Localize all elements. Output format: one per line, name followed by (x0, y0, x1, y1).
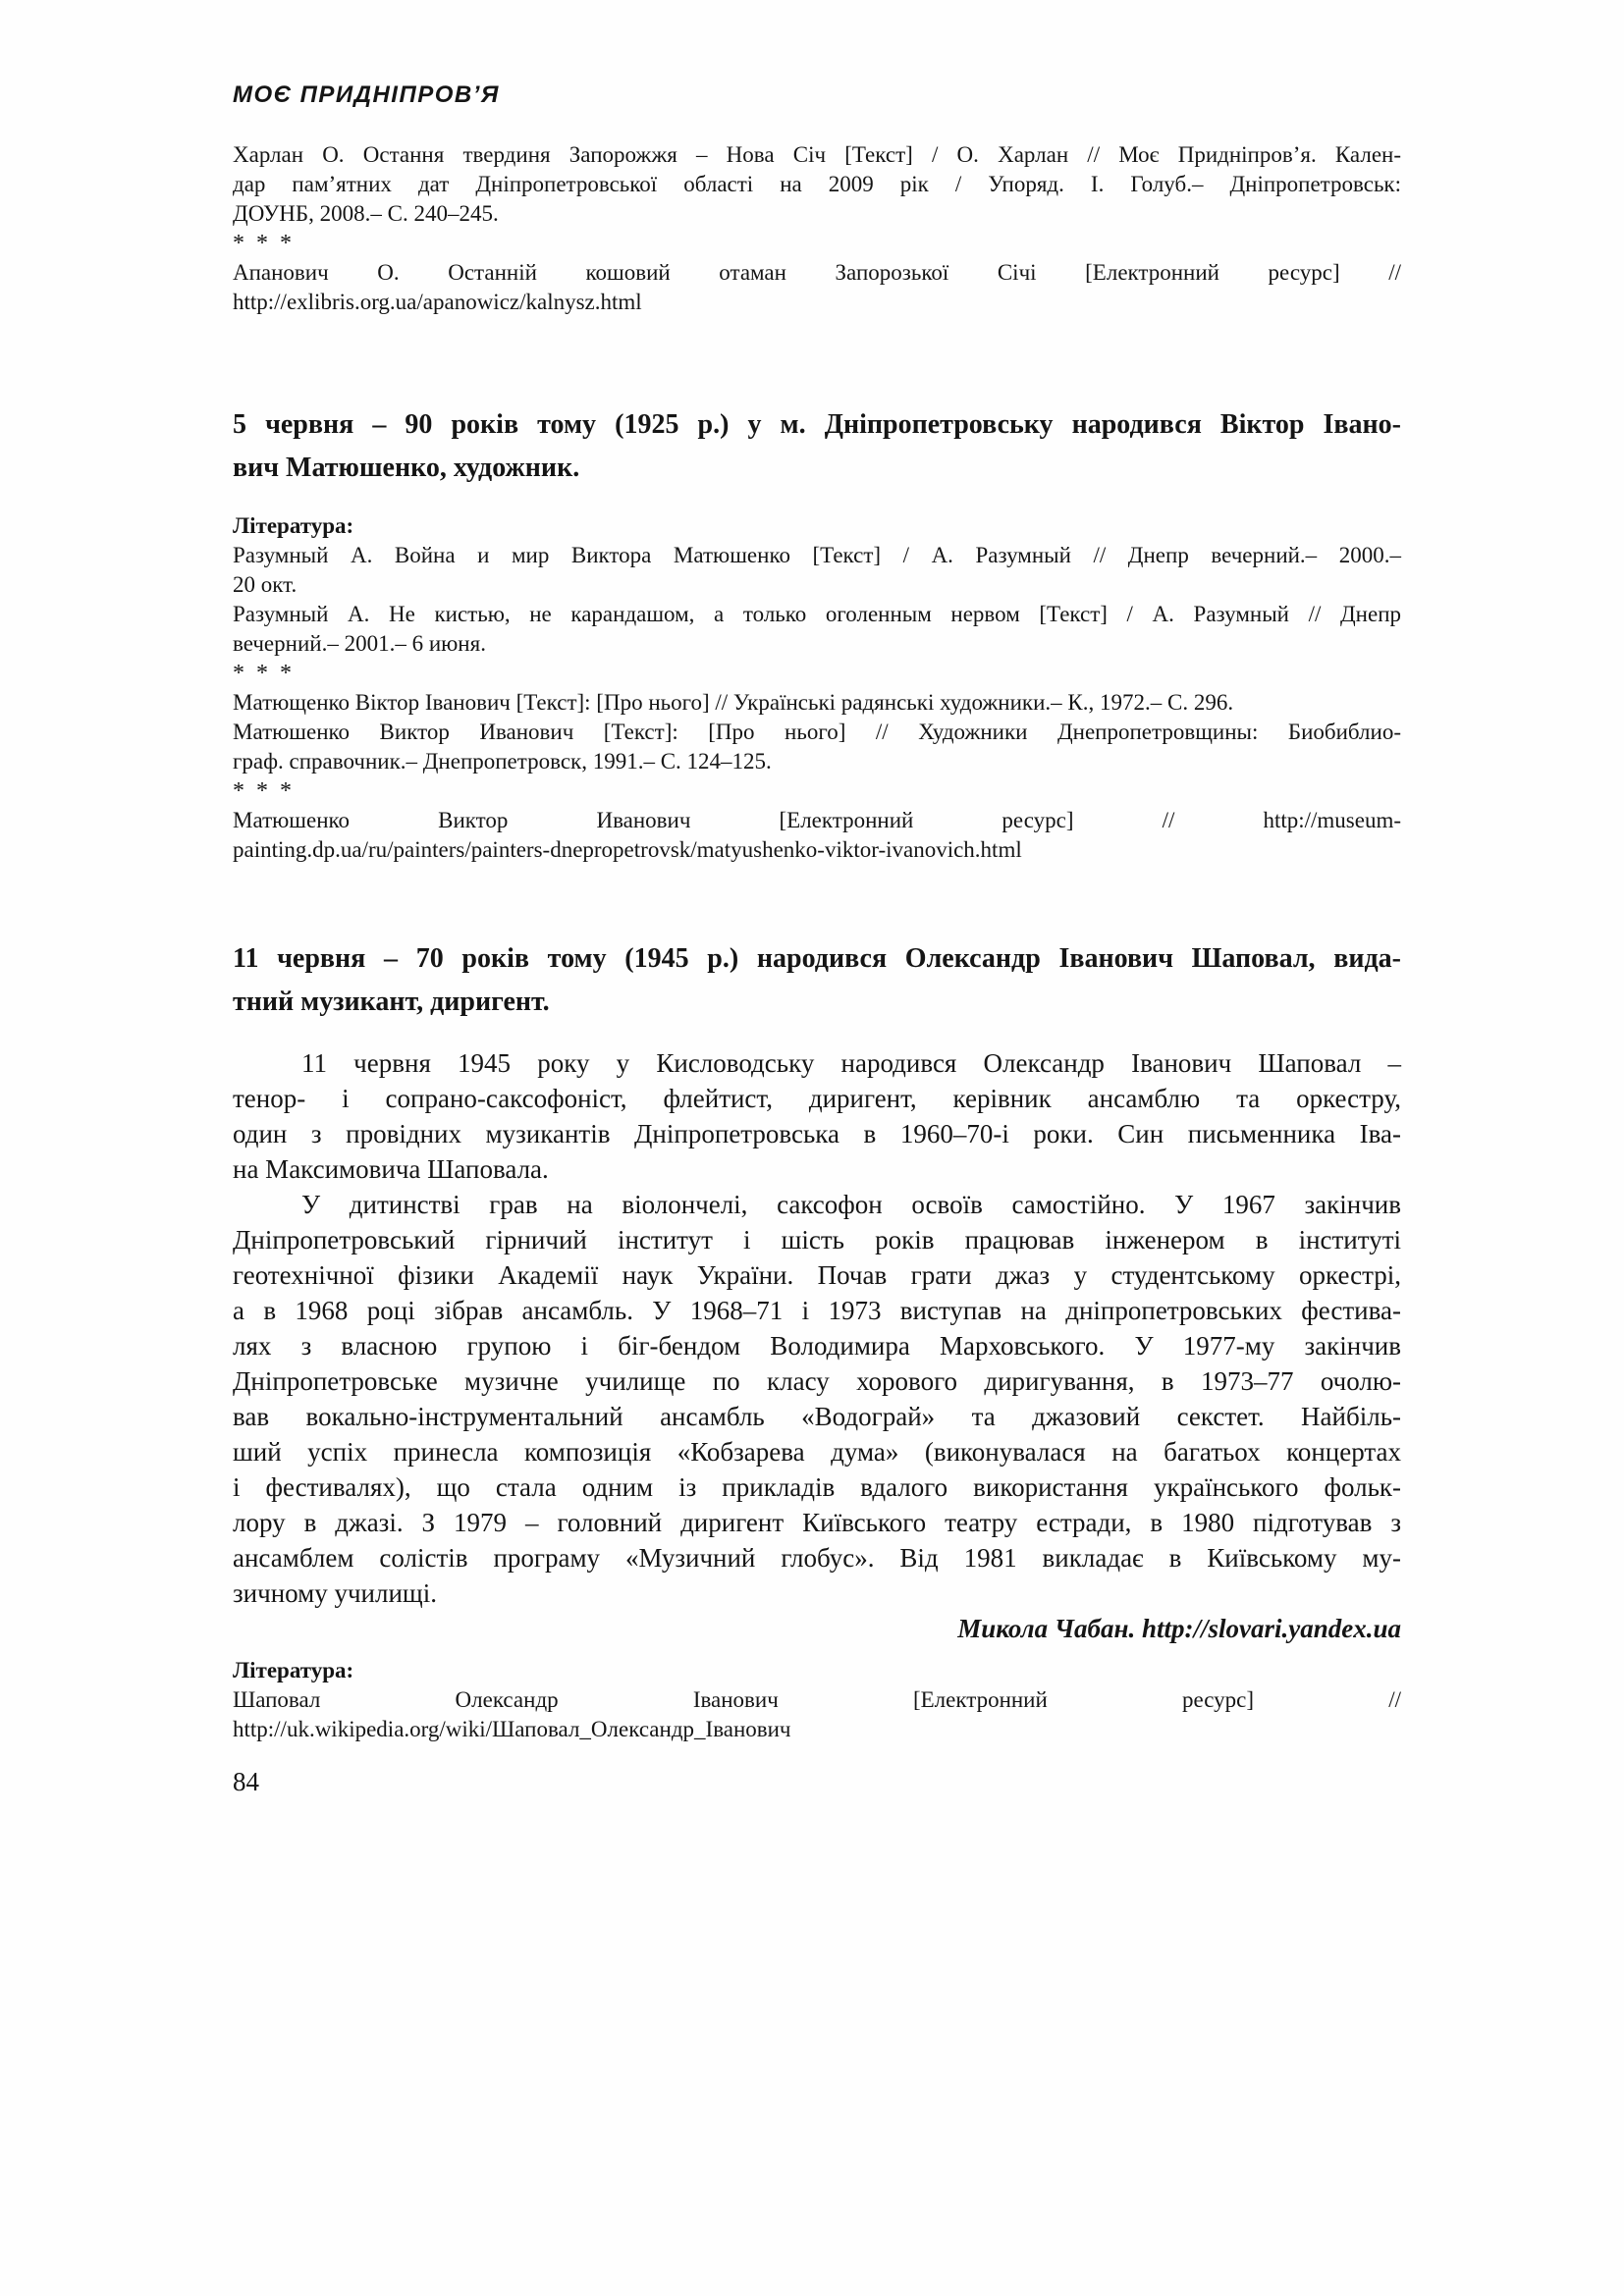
text-line: Матюшенко Виктор Иванович [Текст]: [Про нього] // Художники Днепропетровщины: Биобиблио- (233, 720, 1401, 744)
text-line: дар пам’ятних дат Дніпропетровської області на 2009 рік / Упоряд. І. Голуб.– Дніпропетровськ: (233, 172, 1401, 196)
text-line: лях з власною групою і біг-бендом Володимира Марховського. У 1977-му закінчив (233, 1331, 1401, 1361)
text-line: тний музикант, диригент. (233, 987, 550, 1017)
bibliography-entry-kharlan (233, 140, 1401, 229)
text-line: вав вокально-інструментальний ансамбль «Водограй» та джазовий секстет. Найбіль- (233, 1402, 1401, 1431)
asterisk-separator: * * * (233, 231, 295, 256)
literature-label: Література: (233, 1658, 354, 1682)
body-paragraph-2 (233, 1187, 1401, 1611)
section-heading-matyushenko (233, 403, 1401, 490)
text-line: Дніпропетровське музичне училище по класу хорового диригування, в 1973–77 очолю- (233, 1366, 1401, 1396)
text-line: а в 1968 році зібрав ансамбль. У 1968–71 і 1973 виступав на дніпропетровських фестива- (233, 1296, 1401, 1325)
text-line: У дитинстві грав на віолончелі, саксофон освоїв самостійно. У 1967 закінчив (301, 1190, 1401, 1219)
text-line: тенор- і сопрано-саксофоніст, флейтист, диригент, керівник ансамблю та оркестру, (233, 1084, 1401, 1113)
text-line: painting.dp.ua/ru/painters/painters-dnepropetrovsk/matyushenko-viktor-ivanovich.html (233, 837, 1022, 862)
text-line: Матюшенко Виктор Иванович [Електронний ресурс] // http://museum- (233, 808, 1401, 832)
section-heading-shapoval (233, 937, 1401, 1024)
text-line: і фестивалях), що стала одним із прикладів вдалого використання українського фольк- (233, 1472, 1401, 1502)
text-line: Разумный А. Не кистью, не карандашом, а только оголенным нервом [Текст] / А. Разумный // Днепр (233, 602, 1401, 626)
literature-entry-electronic-matyushenko (233, 806, 1401, 865)
text-line: геотехнічної фізики Академії наук України. Почав грати джаз у студентському оркестрі, (233, 1260, 1401, 1290)
text-line: http://uk.wikipedia.org/wiki/Шаповал_Олександр_Іванович (233, 1717, 791, 1741)
text-line: граф. справочник.– Днепропетровск, 1991.– С. 124–125. (233, 749, 772, 774)
text-line: Шаповал Олександр Іванович [Електронний ресурс] // (233, 1687, 1401, 1712)
text-column (233, 80, 1401, 1744)
text-line: ансамблем солістів програму «Музичний глобус». Від 1981 викладає в Київському му- (233, 1543, 1401, 1573)
text-line: лору в джазі. З 1979 – головний диригент Київського театру естради, в 1980 підготував з (233, 1508, 1401, 1537)
text-line: Дніпропетровський гірничий інститут і шість років працював інженером в інституті (233, 1225, 1401, 1255)
text-line: ДОУНБ, 2008.– С. 240–245. (233, 201, 499, 226)
author-signature: Микола Чабан. http://slovari.yandex.ua (957, 1614, 1401, 1643)
text-line: один з провідних музикантів Дніпропетровська в 1960–70-і роки. Син письменника Іва- (233, 1119, 1401, 1148)
text-line: Матющенко Віктор Іванович [Текст]: [Про нього] // Українські радянські художники.– К., 1972.– С. 296. (233, 690, 1234, 715)
text-line: 20 окт. (233, 572, 298, 597)
asterisk-separator: * * * (233, 661, 295, 686)
body-paragraph-1 (233, 1045, 1401, 1187)
text-line: зичному училищі. (233, 1578, 437, 1608)
text-line: на Максимовича Шаповала. (233, 1154, 549, 1184)
literature-entry-razumny-1 (233, 541, 1401, 600)
page-number: 84 (233, 1767, 259, 1796)
running-header: МОЄ ПРИДНІПРОВ’Я (233, 81, 500, 108)
literature-entry-wikipedia-shapoval (233, 1685, 1401, 1744)
text-line: Апанович О. Останній кошовий отаман Запорозької Січі [Електронний ресурс] // (233, 260, 1401, 285)
text-line: Разумный А. Война и мир Виктора Матюшенко [Текст] / А. Разумный // Днепр вечерний.– 2000.– (233, 543, 1401, 567)
literature-entry-khudozhnyky-dnepr (233, 718, 1401, 776)
text-line: http://exlibris.org.ua/apanowicz/kalnysz.html (233, 290, 642, 314)
text-line: 11 червня 1945 року у Кисловодську народився Олександр Іванович Шаповал – (301, 1048, 1401, 1078)
literature-entry-khudozhnyky-ukr (233, 688, 1401, 718)
literature-label: Література: (233, 513, 354, 538)
asterisk-separator: * * * (233, 778, 295, 804)
text-line: 11 червня – 70 років тому (1945 р.) народився Олександр Іванович Шаповал, вида- (233, 943, 1401, 974)
text-line: вич Матюшенко, художник. (233, 453, 580, 483)
text-line: 5 червня – 90 років тому (1925 р.) у м. Дніпропетровську народився Віктор Івано- (233, 409, 1401, 440)
text-line: Харлан О. Остання твердиня Запорожжя – Нова Січ [Текст] / О. Харлан // Моє Придніпров’я. Кален- (233, 142, 1401, 167)
text-line: ший успіх принесла композиція «Кобзарева дума» (виконувалася на багатьох концертах (233, 1437, 1401, 1467)
text-line: вечерний.– 2001.– 6 июня. (233, 631, 486, 656)
literature-entry-razumny-2 (233, 600, 1401, 659)
bibliography-entry-apanovych (233, 258, 1401, 317)
